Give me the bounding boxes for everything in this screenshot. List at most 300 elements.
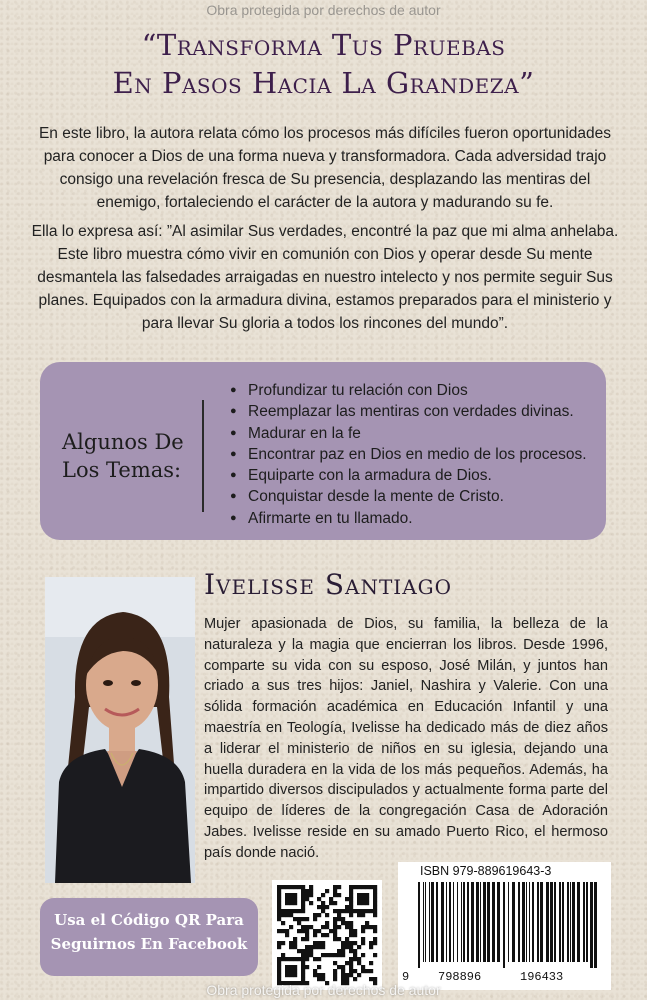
qr-module: [341, 973, 345, 977]
qr-module: [313, 941, 317, 945]
qr-module: [373, 909, 377, 913]
barcode-bar: [463, 882, 465, 962]
qr-module: [365, 909, 369, 913]
qr-module: [289, 925, 293, 929]
qr-module: [333, 925, 337, 929]
qr-module: [289, 897, 293, 901]
qr-module: [301, 953, 305, 957]
qr-module: [349, 933, 353, 937]
qr-module: [277, 913, 281, 917]
qr-module: [301, 897, 305, 901]
qr-module: [281, 957, 285, 961]
qr-module: [341, 945, 345, 949]
isbn-digit-group-1: 798896: [438, 970, 482, 984]
qr-module: [321, 893, 325, 897]
qr-module: [317, 897, 321, 901]
qr-module: [333, 917, 337, 921]
qr-module: [301, 957, 305, 961]
qr-module: [277, 885, 281, 889]
qr-module: [313, 929, 317, 933]
qr-module: [309, 925, 313, 929]
qr-module: [305, 893, 309, 897]
qr-module: [353, 885, 357, 889]
qr-module: [333, 901, 337, 905]
qr-module: [333, 937, 337, 941]
qr-module: [321, 953, 325, 957]
qr-module: [293, 965, 297, 969]
qr-module: [325, 925, 329, 929]
barcode-bar: [529, 882, 530, 962]
qr-module: [285, 929, 289, 933]
qr-module: [317, 945, 321, 949]
qr-module: [345, 925, 349, 929]
barcode-bar: [526, 882, 527, 962]
qr-module: [301, 925, 305, 929]
intro-paragraph-1: En este libro, la autora relata cómo los procesos más difíciles fueron oportunidades para conocer a Dios de una forma nueva y transformadora. Cada adversidad trajo consigo una revelación fresca de Su presencia, desplazando las mentiras del enemigo, fortaleciendo el carácter de la autora y madurando su fe.: [38, 125, 612, 211]
theme-item: ● Encontrar paz en Dios en medio de los procesos.: [230, 444, 587, 465]
qr-module: [353, 977, 357, 981]
barcode-bar: [554, 882, 556, 962]
barcode-bar: [423, 882, 424, 962]
qr-module: [361, 925, 365, 929]
qr-module: [321, 973, 325, 977]
qr-module: [325, 913, 329, 917]
qr-module: [349, 905, 353, 909]
qr-module: [277, 929, 281, 933]
qr-module: [301, 969, 305, 973]
qr-module: [353, 949, 357, 953]
qr-module: [349, 885, 353, 889]
qr-module: [317, 957, 321, 961]
qr-module: [349, 973, 353, 977]
qr-module: [333, 969, 337, 973]
qr-module: [345, 961, 349, 965]
qr-module: [353, 909, 357, 913]
qr-module: [337, 953, 341, 957]
qr-module: [333, 909, 337, 913]
qr-module: [345, 905, 349, 909]
barcode-bar: [453, 882, 454, 962]
qr-module: [337, 913, 341, 917]
watermark-bottom: Obra protegida por derechos de autor: [206, 982, 441, 998]
qr-module: [337, 937, 341, 941]
qr-callout: [40, 898, 258, 976]
qr-module: [301, 949, 305, 953]
qr-module: [301, 905, 305, 909]
qr-module: [317, 905, 321, 909]
qr-module: [281, 921, 285, 925]
theme-item: ● Profundizar tu relación con Dios: [230, 380, 587, 401]
qr-module: [337, 925, 341, 929]
qr-module: [285, 901, 289, 905]
qr-module: [321, 925, 325, 929]
qr-module: [321, 945, 325, 949]
qr-module: [325, 933, 329, 937]
qr-module: [349, 913, 353, 917]
theme-item: ● Afirmarte en tu llamado.: [230, 508, 587, 529]
barcode-bar: [497, 882, 500, 962]
qr-module: [293, 937, 297, 941]
qr-module: [317, 941, 321, 945]
qr-module: [317, 973, 321, 977]
qr-module: [333, 973, 337, 977]
barcode-bar: [577, 882, 580, 962]
qr-module: [345, 941, 349, 945]
qr-module: [277, 901, 281, 905]
qr-module: [341, 965, 345, 969]
qr-module: [361, 901, 365, 905]
qr-module: [285, 969, 289, 973]
qr-module: [353, 941, 357, 945]
qr-module: [293, 941, 297, 945]
themes-box: [40, 362, 606, 540]
themes-divider: [202, 400, 204, 512]
qr-module: [305, 933, 309, 937]
qr-module: [289, 885, 293, 889]
headline-line-1: “Transforma Tus Pruebas: [141, 28, 506, 62]
qr-module: [341, 949, 345, 953]
themes-title-line-1: Algunos De: [62, 430, 184, 454]
qr-module: [357, 897, 361, 901]
qr-module: [305, 925, 309, 929]
qr-module: [369, 969, 373, 973]
isbn-label: ISBN 979-889619643-3: [420, 864, 552, 878]
qr-module: [301, 937, 305, 941]
qr-module: [293, 885, 297, 889]
qr-module: [369, 977, 373, 981]
barcode-bar: [546, 882, 549, 962]
barcode-bar: [570, 882, 571, 962]
qr-module: [285, 893, 289, 897]
qr-module: [313, 917, 317, 921]
qr-module: [281, 953, 285, 957]
qr-module: [333, 885, 337, 889]
qr-module: [337, 909, 341, 913]
qr-module: [301, 965, 305, 969]
qr-module: [313, 933, 317, 937]
qr-module: [277, 945, 281, 949]
qr-module: [349, 941, 353, 945]
qr-module: [373, 925, 377, 929]
qr-module: [285, 965, 289, 969]
author-name: Ivelisse Santiago: [204, 568, 453, 601]
qr-module: [353, 969, 357, 973]
barcode-bar: [540, 882, 543, 962]
qr-module: [373, 893, 377, 897]
barcode-bar: [567, 882, 569, 962]
qr-module: [297, 929, 301, 933]
qr-module: [285, 973, 289, 977]
qr-module: [353, 933, 357, 937]
barcode-bar: [559, 882, 561, 962]
qr-module: [293, 917, 297, 921]
isbn-digit-lead: 9: [402, 970, 410, 984]
qr-module: [277, 965, 281, 969]
qr-module: [321, 909, 325, 913]
qr-module: [353, 957, 357, 961]
qr-module: [369, 961, 373, 965]
qr-module: [357, 909, 361, 913]
qr-module: [297, 917, 301, 921]
barcode-bar: [483, 882, 486, 962]
qr-module: [373, 897, 377, 901]
qr-module: [333, 889, 337, 893]
qr-module: [289, 945, 293, 949]
qr-module: [301, 973, 305, 977]
qr-module: [349, 897, 353, 901]
qr-module: [277, 917, 281, 921]
qr-module: [309, 889, 313, 893]
qr-module: [285, 885, 289, 889]
barcode-bar: [461, 882, 462, 962]
qr-module: [369, 941, 373, 945]
qr-module: [341, 977, 345, 981]
qr-module: [305, 953, 309, 957]
qr-module: [357, 893, 361, 897]
qr-module: [297, 949, 301, 953]
qr-module: [297, 909, 301, 913]
qr-module: [289, 941, 293, 945]
qr-module: [357, 973, 361, 977]
qr-module: [349, 945, 353, 949]
barcode-bar: [492, 882, 495, 962]
qr-module: [309, 885, 313, 889]
barcode-bar: [522, 882, 525, 962]
qr-module: [289, 973, 293, 977]
qr-module: [373, 937, 377, 941]
qr-module: [297, 885, 301, 889]
qr-module: [337, 893, 341, 897]
qr-module: [321, 977, 325, 981]
qr-module: [309, 901, 313, 905]
qr-module: [293, 901, 297, 905]
qr-module: [289, 909, 293, 913]
barcode-bar: [429, 882, 430, 962]
barcode-bar: [431, 882, 434, 962]
qr-module: [357, 957, 361, 961]
author-bio: Mujer apasionada de Dios, su familia, la belleza de la naturaleza y la magia que encierran los libros. Desde 1996, comparte su vida con su esposo, José Milán, y juntos han criado a sus tres hijos: Janiel, Nashira y Valerie. Con una sólida formación académica en Educación Infantil y una maestría en Teología, Ivelisse ha dedicado más de diez años a liderar el ministerio de niños en su iglesia, dejando una huella duradera en la vida de los más pequeños. Además, ha impartido diversos discipulados y actualmente forma parte del equipo de líderes de la congregación Casa de Adoración Jabes. Ivelisse reside en su amado Puerto Rico, el hermoso país donde nació.: [204, 616, 608, 861]
qr-module: [321, 901, 325, 905]
qr-module: [349, 889, 353, 893]
qr-module: [305, 889, 309, 893]
barcode-bar: [572, 882, 575, 962]
qr-module: [289, 893, 293, 897]
themes-title: [62, 428, 212, 484]
qr-module: [361, 897, 365, 901]
barcode-bar: [508, 882, 509, 962]
qr-module: [337, 885, 341, 889]
qr-module: [281, 885, 285, 889]
qr-module: [277, 893, 281, 897]
qr-module: [301, 961, 305, 965]
qr-module: [341, 921, 345, 925]
qr-module: [313, 969, 317, 973]
qr-module: [285, 913, 289, 917]
qr-module: [321, 905, 325, 909]
qr-module: [365, 897, 369, 901]
barcode-bar: [583, 882, 585, 962]
qr-module: [333, 953, 337, 957]
qr-module: [345, 977, 349, 981]
qr-module: [285, 933, 289, 937]
qr-module: [285, 957, 289, 961]
qr-module: [365, 925, 369, 929]
qr-module: [309, 949, 313, 953]
theme-item: ● Equiparte con la armadura de Dios.: [230, 465, 587, 486]
qr-module: [285, 909, 289, 913]
qr-module: [369, 945, 373, 949]
qr-module: [373, 953, 377, 957]
theme-item: ● Madurar en la fe: [230, 423, 587, 444]
qr-module: [349, 909, 353, 913]
qr-module: [369, 885, 373, 889]
qr-module: [365, 921, 369, 925]
qr-module: [373, 889, 377, 893]
qr-module: [329, 953, 333, 957]
qr-callout-line-2: Seguirnos En Facebook: [50, 935, 248, 953]
qr-module: [373, 977, 377, 981]
qr-module: [289, 901, 293, 905]
qr-module: [329, 929, 333, 933]
qr-module: [349, 929, 353, 933]
qr-module: [313, 973, 317, 977]
qr-module: [293, 909, 297, 913]
qr-module: [277, 961, 281, 965]
qr-module: [349, 921, 353, 925]
qr-module: [333, 893, 337, 897]
qr-module: [301, 901, 305, 905]
qr-module: [337, 965, 341, 969]
qr-module: [345, 945, 349, 949]
qr-module: [357, 885, 361, 889]
themes-list: [230, 380, 587, 529]
qr-module: [293, 969, 297, 973]
qr-module: [285, 897, 289, 901]
qr-module: [341, 917, 345, 921]
qr-module: [341, 953, 345, 957]
qr-module: [301, 893, 305, 897]
qr-module: [301, 909, 305, 913]
barcode-bar: [467, 882, 469, 962]
qr-module: [277, 977, 281, 981]
qr-module: [281, 909, 285, 913]
qr-module: [277, 941, 281, 945]
barcode-bar: [436, 882, 438, 962]
barcode-bar: [471, 882, 474, 962]
barcode-bar: [550, 882, 553, 962]
qr-code[interactable]: [272, 880, 382, 990]
qr-module: [333, 929, 337, 933]
qr-module: [329, 897, 333, 901]
qr-module: [333, 921, 337, 925]
qr-module: [361, 885, 365, 889]
qr-module: [337, 949, 341, 953]
qr-module: [361, 937, 365, 941]
qr-module: [365, 893, 369, 897]
qr-module: [365, 885, 369, 889]
qr-module: [345, 973, 349, 977]
qr-module: [301, 885, 305, 889]
qr-module: [357, 913, 361, 917]
barcode-bar: [512, 882, 515, 962]
theme-item: ● Conquistar desde la mente de Cristo.: [230, 486, 587, 507]
qr-module: [349, 969, 353, 973]
qr-module: [349, 901, 353, 905]
qr-module: [349, 965, 353, 969]
qr-module: [277, 969, 281, 973]
qr-module: [293, 957, 297, 961]
barcode-bar: [518, 882, 520, 962]
qr-module: [333, 961, 337, 965]
qr-module: [333, 977, 337, 981]
barcode-bar: [487, 882, 490, 962]
qr-module: [357, 961, 361, 965]
qr-module: [361, 953, 365, 957]
qr-module: [349, 961, 353, 965]
qr-module: [301, 929, 305, 933]
barcode-bar: [590, 882, 593, 968]
author-photo: [45, 577, 195, 883]
qr-module: [325, 905, 329, 909]
qr-module: [365, 901, 369, 905]
qr-module: [317, 977, 321, 981]
barcode-bar: [441, 882, 444, 962]
qr-module: [313, 945, 317, 949]
qr-module: [349, 893, 353, 897]
qr-module: [277, 889, 281, 893]
qr-module: [373, 901, 377, 905]
headline-line-2: En Pasos Hacia La Grandeza”: [112, 66, 535, 100]
qr-module: [333, 933, 337, 937]
qr-module: [357, 901, 361, 905]
qr-module: [345, 937, 349, 941]
qr-module: [321, 933, 325, 937]
qr-module: [277, 957, 281, 961]
qr-callout-line-1: Usa el Código QR Para: [54, 911, 244, 929]
qr-module: [305, 965, 309, 969]
qr-callout-text: [50, 908, 248, 956]
qr-module: [313, 957, 317, 961]
qr-module: [289, 913, 293, 917]
barcode-bar: [594, 882, 597, 968]
qr-module: [277, 905, 281, 909]
qr-module: [281, 941, 285, 945]
qr-module: [361, 909, 365, 913]
qr-module: [305, 957, 309, 961]
theme-item: ● Reemplazar las mentiras con verdades divinas.: [230, 401, 587, 422]
themes-title-line-2: Los Temas:: [62, 458, 182, 482]
barcode-bar: [586, 882, 588, 962]
qr-module: [349, 949, 353, 953]
watermark-top: Obra protegida por derechos de autor: [206, 2, 441, 18]
qr-module: [373, 929, 377, 933]
barcode-bar: [449, 882, 451, 962]
qr-module: [373, 905, 377, 909]
qr-module: [317, 965, 321, 969]
qr-module: [309, 945, 313, 949]
qr-module: [373, 913, 377, 917]
qr-module: [305, 945, 309, 949]
qr-module: [305, 897, 309, 901]
qr-module: [345, 897, 349, 901]
qr-module: [289, 969, 293, 973]
qr-module: [309, 893, 313, 897]
qr-module: [297, 921, 301, 925]
qr-module: [317, 913, 321, 917]
barcode-bar: [537, 882, 539, 962]
qr-module: [353, 953, 357, 957]
qr-module: [301, 917, 305, 921]
